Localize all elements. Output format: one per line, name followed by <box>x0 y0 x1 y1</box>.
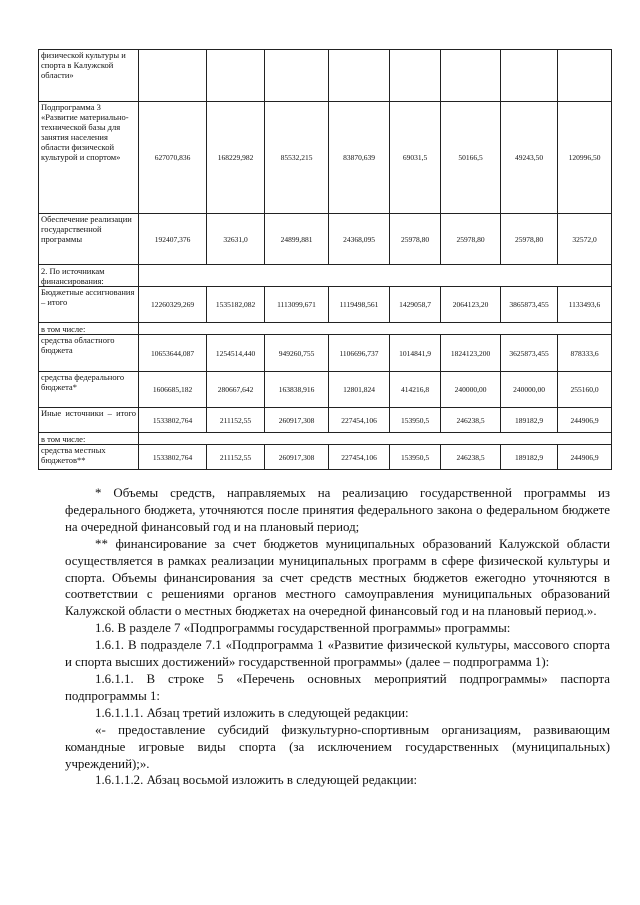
table-cell <box>501 50 558 102</box>
table-cell: 414216,8 <box>390 372 441 408</box>
table-cell: 85532,215 <box>265 102 329 214</box>
table-cell: 24899,881 <box>265 214 329 265</box>
table-cell: 12801,824 <box>329 372 390 408</box>
table-cell: 2064123,20 <box>441 287 501 323</box>
paragraph: 1.6.1.1.1. Абзац третий изложить в следующей редакции: <box>95 705 409 720</box>
table-cell <box>265 50 329 102</box>
row-label: Подпрограмма 3 «Развитие материально-технической базы для занятия населения области физической культурой и спортом» <box>39 102 139 214</box>
row-label: средства областного бюджета <box>39 335 139 372</box>
table-row <box>39 287 612 323</box>
table-row <box>39 408 612 433</box>
table-cell: 240000,00 <box>501 372 558 408</box>
footnote-federal: * Объемы средств, направляемых на реализацию государственной программы из федерального бюджета, уточняются после принятия федерального закона о федеральном бюджете на очередной финансовый год и на плановый период; <box>65 486 610 534</box>
table-cell: 244906,9 <box>558 408 612 433</box>
table-cell: 1824123,200 <box>441 335 501 372</box>
row-label: Иные источники – итого <box>39 408 139 433</box>
table-cell: 211152,55 <box>207 408 265 433</box>
table-cell: 120996,50 <box>558 102 612 214</box>
footnote-local: ** финансирование за счет бюджетов муниципальных образований Калужской области осуществляется в рамках реализации муниципальных программ в сфере физической культуры и спорта. Объемы финансирования за счет средств местных бюджетов ежегодно уточняются в соответствии с решениями органов местного самоуправления муниципальных образований Калужской области о местных бюджетах на очередной финансовый год и на плановый период.». <box>65 536 610 619</box>
table-cell: 192407,376 <box>139 214 207 265</box>
table-cell: 1533802,764 <box>139 408 207 433</box>
table-cell: 153950,5 <box>390 408 441 433</box>
row-label: 2. По источникам финансирования: <box>39 265 139 287</box>
table-cell: 1254514,440 <box>207 335 265 372</box>
table-cell: 153950,5 <box>390 445 441 470</box>
table-cell <box>207 50 265 102</box>
table-cell: 1535182,082 <box>207 287 265 323</box>
table-cell: 227454,106 <box>329 445 390 470</box>
table-cell <box>558 50 612 102</box>
table-cell <box>139 323 612 335</box>
table-cell: 3865873,455 <box>501 287 558 323</box>
row-label: Бюджетные ассигнования – итого <box>39 287 139 323</box>
table-cell: 240000,00 <box>441 372 501 408</box>
body-text <box>65 485 610 789</box>
table-cell: 69031,5 <box>390 102 441 214</box>
table-row <box>39 433 612 445</box>
table-cell: 24368,095 <box>329 214 390 265</box>
table-cell: 211152,55 <box>207 445 265 470</box>
table-cell: 627070,836 <box>139 102 207 214</box>
financing-table <box>38 49 612 470</box>
table-row <box>39 323 612 335</box>
table-cell: 49243,50 <box>501 102 558 214</box>
table-row <box>39 335 612 372</box>
table-cell: 878333,6 <box>558 335 612 372</box>
table-cell: 255160,0 <box>558 372 612 408</box>
table-cell: 12260329,269 <box>139 287 207 323</box>
table-cell: 163838,916 <box>265 372 329 408</box>
table-row <box>39 265 612 287</box>
table-cell: 1533802,764 <box>139 445 207 470</box>
table-cell: 1014841,9 <box>390 335 441 372</box>
table-cell: 83870,639 <box>329 102 390 214</box>
table-cell: 1429058,7 <box>390 287 441 323</box>
table-cell: 32631,0 <box>207 214 265 265</box>
table-cell: 1606685,182 <box>139 372 207 408</box>
table-row <box>39 102 612 214</box>
table-cell: 1119498,561 <box>329 287 390 323</box>
row-label: средства федерального бюджета* <box>39 372 139 408</box>
paragraph: 1.6.1.1.2. Абзац восьмой изложить в следующей редакции: <box>95 773 418 788</box>
table-cell: 32572,0 <box>558 214 612 265</box>
table-cell: 25978,80 <box>501 214 558 265</box>
table-cell: 227454,106 <box>329 408 390 433</box>
table-row <box>39 372 612 408</box>
paragraph: «- предоставление субсидий физкультурно-спортивным организациям, развивающим командные игровые виды спорта (за исключением государственных (муниципальных) учреждений);». <box>65 722 610 771</box>
table-cell <box>139 433 612 445</box>
table-cell: 246238,5 <box>441 408 501 433</box>
paragraph: 1.6.1. В подразделе 7.1 «Подпрограмма 1 «Развитие физической культуры, массового спорта и спорта высших достижений» государственной программы» (далее – подпрограмма 1): <box>65 638 610 670</box>
table-cell: 25978,80 <box>390 214 441 265</box>
table-cell <box>139 265 612 287</box>
row-label: физической культуры и спорта в Калужской области» <box>39 50 139 102</box>
table-row <box>39 445 612 470</box>
table-cell: 260917,308 <box>265 408 329 433</box>
table-cell: 50166,5 <box>441 102 501 214</box>
table-row <box>39 214 612 265</box>
table-cell: 246238,5 <box>441 445 501 470</box>
paragraph: 1.6.1.1. В строке 5 «Перечень основных мероприятий подпрограммы» паспорта подпрограммы 1: <box>65 671 610 703</box>
row-label: в том числе: <box>39 433 139 445</box>
table-cell: 3625873,455 <box>501 335 558 372</box>
table-cell: 189182,9 <box>501 445 558 470</box>
table-cell: 244906,9 <box>558 445 612 470</box>
table-cell <box>390 50 441 102</box>
table-cell: 949260,755 <box>265 335 329 372</box>
table-cell: 1133493,6 <box>558 287 612 323</box>
table-cell <box>329 50 390 102</box>
table-cell: 168229,982 <box>207 102 265 214</box>
table-cell <box>441 50 501 102</box>
table-row <box>39 50 612 102</box>
table-cell <box>139 50 207 102</box>
paragraph: 1.6. В разделе 7 «Подпрограммы государственной программы» программы: <box>95 621 511 636</box>
table-cell: 1113099,671 <box>265 287 329 323</box>
row-label: в том числе: <box>39 323 139 335</box>
table-cell: 10653644,087 <box>139 335 207 372</box>
row-label: средства местных бюджетов** <box>39 445 139 470</box>
table-cell: 189182,9 <box>501 408 558 433</box>
row-label: Обеспечение реализации государственной программы <box>39 214 139 265</box>
table-cell: 280667,642 <box>207 372 265 408</box>
table-cell: 260917,308 <box>265 445 329 470</box>
table-cell: 1106696,737 <box>329 335 390 372</box>
table-cell: 25978,80 <box>441 214 501 265</box>
